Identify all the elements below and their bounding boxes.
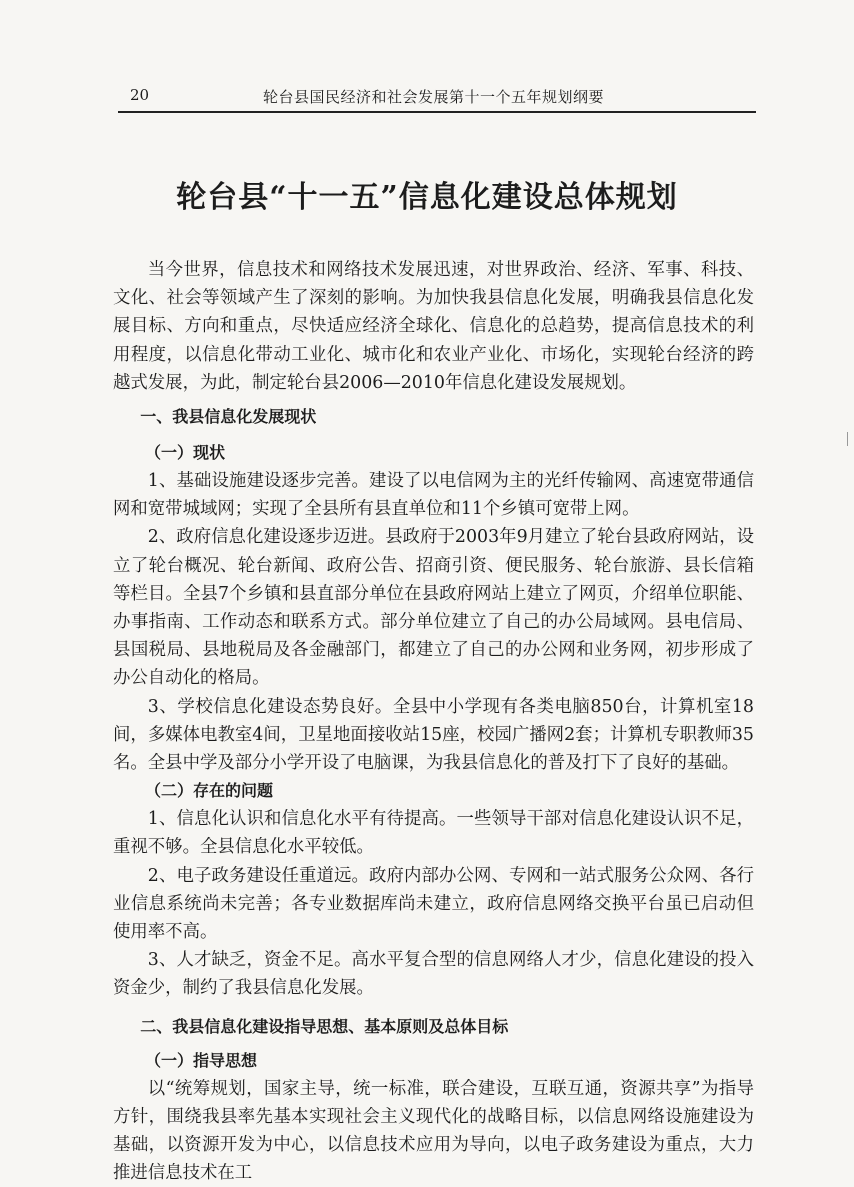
header-rule xyxy=(118,111,756,113)
running-title: 轮台县国民经济和社会发展第十一个五年规划纲要 xyxy=(263,88,605,106)
body-paragraph: 以“统筹规划，国家主导，统一标准，联合建设，互联互通，资源共享”为指导方针，围绕我县率先基本实现社会主义现代化的战略目标，以信息网络设施建设为基础，以资源开发为中心，以信息技术应用为导向，以电子政务建设为重点，大力推进信息技术在工 xyxy=(113,1078,754,1184)
page-header xyxy=(118,82,752,110)
scan-mark xyxy=(847,432,848,446)
page-number: 20 xyxy=(130,86,150,104)
intro-paragraph: 当今世界，信息技术和网络技术发展迅速，对世界政治、经济、军事、科技、文化、社会等领域产生了深刻的影响。为加快我县信息化发展，明确我县信息化发展目标、方向和重点，尽快适应经济全球化、信息化的总趋势，提高信息技术的利用程度，以信息化带动工业化、城市化和农业产业化、市场化，实现轮台经济的跨越式发展，为此，制定轮台县2006—2010年信息化建设发展规划。 xyxy=(113,260,754,393)
subsection-heading: （一）指导思想 xyxy=(145,1050,258,1070)
subsection-heading: （一）现状 xyxy=(145,443,226,463)
body-paragraph: 2、政府信息化建设逐步迈进。县政府于2003年9月建立了轮台县政府网站，设立了轮台概况、轮台新闻、政府公告、招商引资、便民服务、轮台旅游、县长信箱等栏目。全县7个乡镇和县直部分单位在县政府网站上建立了网页，介绍单位职能、办事指南、工作动态和联系方式。部分单位建立了自己的办公局域网。县电信局、县国税局、县地税局及各金融部门，都建立了自己的办公网和业务网，初步形成了办公自动化的格局。 xyxy=(113,527,754,689)
body-paragraph: 1、基础设施建设逐步完善。建设了以电信网为主的光纤传输网、高速宽带通信网和宽带城域网；实现了全县所有县直单位和11个乡镇可宽带上网。 xyxy=(113,471,754,520)
body-paragraph: 3、学校信息化建设态势良好。全县中小学现有各类电脑850台，计算机室18间，多媒体电教室4间，卫星地面接收站15座，校园广播网2套；计算机专职教师35名。全县中学及部分小学开设了电脑课，为我县信息化的普及打下了良好的基础。 xyxy=(113,696,754,774)
body-paragraph: 1、信息化认识和信息化水平有待提高。一些领导干部对信息化建设认识不足，重视不够。全县信息化水平较低。 xyxy=(113,809,754,858)
document-body xyxy=(113,256,754,1187)
body-paragraph: 3、人才缺乏，资金不足。高水平复合型的信息网络人才少，信息化建设的投入资金少，制约了我县信息化发展。 xyxy=(113,950,754,999)
body-paragraph: 2、电子政务建设任重道远。政府内部办公网、专网和一站式服务公众网、各行业信息系统尚未完善；各专业数据库尚未建立，政府信息网络交换平台虽已启动但使用率不高。 xyxy=(113,865,754,943)
document-title: 轮台县“十一五”信息化建设总体规划 xyxy=(176,180,678,215)
section-heading: 一、我县信息化发展现状 xyxy=(140,407,317,427)
subsection-heading: （二）存在的问题 xyxy=(145,781,274,801)
section-heading: 二、我县信息化建设指导思想、基本原则及总体目标 xyxy=(140,1016,509,1036)
